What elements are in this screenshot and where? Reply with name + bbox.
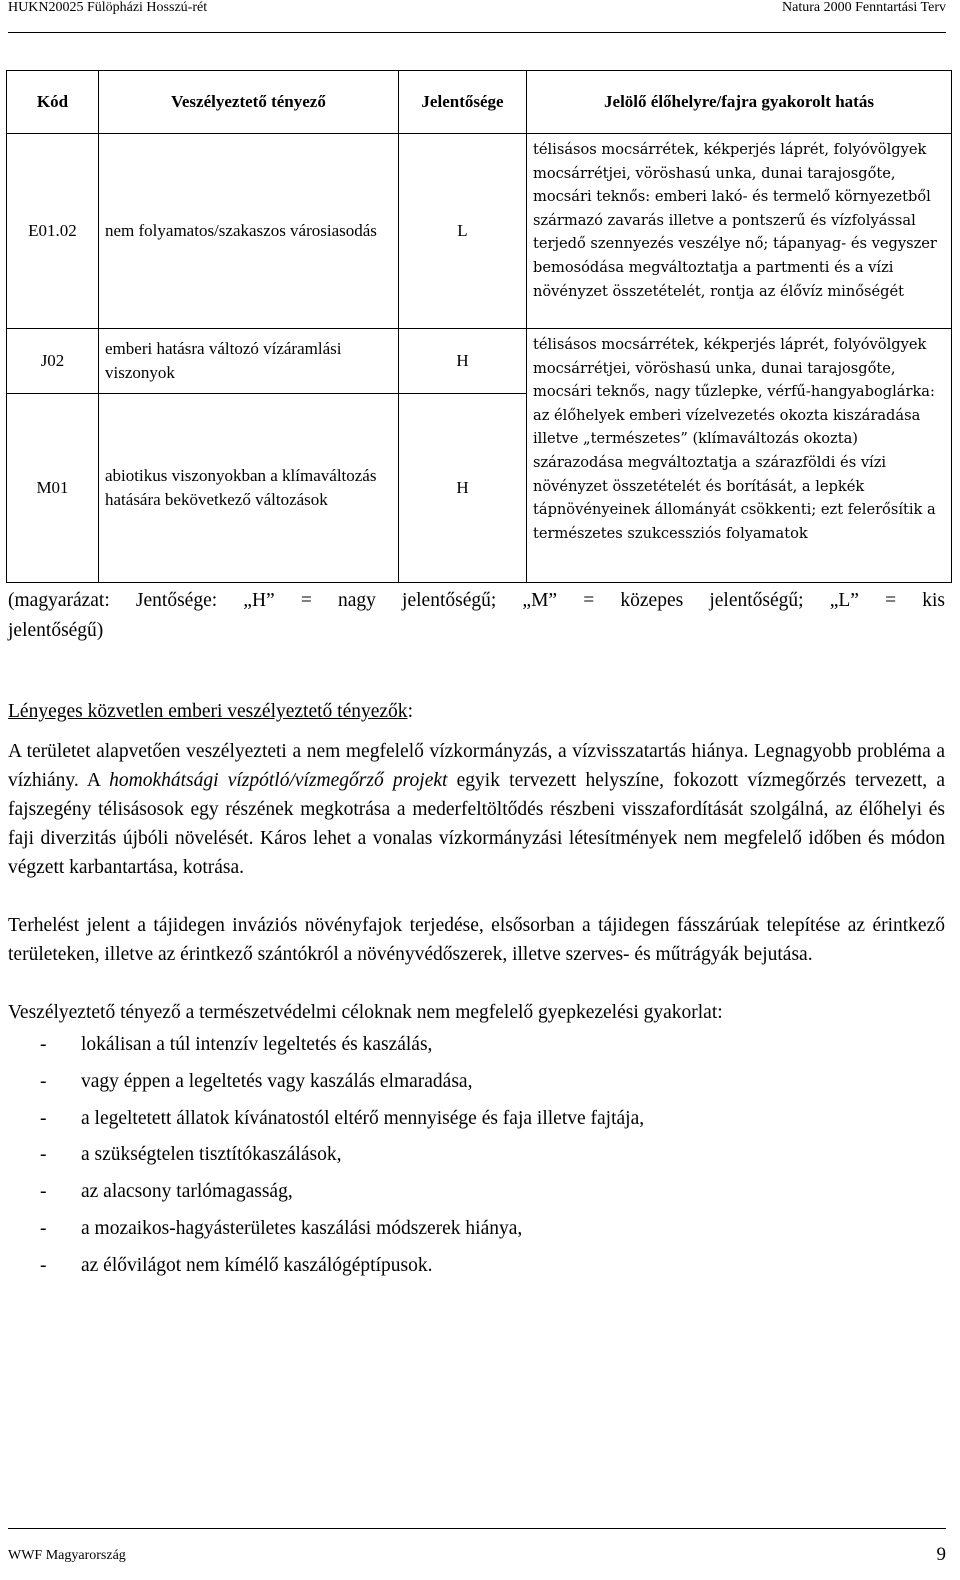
list-dash: -: [40, 1254, 47, 1276]
column-header-factor: Veszélyeztető tényező: [99, 71, 399, 134]
table-row: [7, 329, 952, 394]
list-item: [8, 1137, 945, 1174]
header-document-title: Natura 2000 Fenntartási Terv: [782, 0, 946, 15]
list-item-text: a mozaikos-hagyásterületes kaszálási módszerek hiánya,: [81, 1217, 523, 1239]
threat-significance: H: [399, 394, 527, 583]
list-dash: -: [40, 1107, 47, 1129]
list-item: [8, 1064, 945, 1101]
column-header-effect: Jelölő élőhelyre/fajra gyakorolt hatás: [527, 71, 952, 134]
list-dash: -: [40, 1181, 47, 1203]
page-footer: [8, 1544, 946, 1574]
paragraph-water-management: [8, 737, 945, 882]
threat-table: [6, 70, 952, 583]
threat-code: E01.02: [7, 134, 99, 329]
list-item: [8, 1174, 945, 1211]
threat-significance: L: [399, 134, 527, 329]
paragraph-text: egyik tervezett helyszíne, fokozott vízmegőrzés tervezett, a fajszegény télisásosok egy részének megkotrása a mederfeltöltődés részbeni visszafordítását szolgálná, az élőhelyi és faji diverzitás újbóli növelését. Káros lehet a vonalas vízkormányzási létesítmények nem megfelelő időben és módon végzett karbantartása, kotrása.: [8, 770, 946, 878]
column-header-code: Kód: [7, 71, 99, 134]
threat-code: J02: [7, 329, 99, 394]
significance-legend-continued: jelentőségű): [8, 620, 104, 641]
footer-organization: WWF Magyarország: [8, 1548, 126, 1563]
list-item-text: a legeltetett állatok kívánatostól eltérő mennyisége és faja illetve fajtája,: [81, 1107, 645, 1129]
threat-factor: abiotikus viszonyokban a klímaváltozás hatására bekövetkező változások: [99, 394, 399, 583]
threat-factor: emberi hatásra változó vízáramlási viszonyok: [99, 329, 399, 394]
threat-effect: télisásos mocsárrétek, kékperjés láprét, folyóvölgyek mocsárrétjei, vöröshasú unka, dunai tarajosgőte, mocsári teknős: emberi lakó- és termelő környezetből származó zavarás illetve a pontszerű és vízfolyással terjedő szennyezés veszélye nő; tápanyag- és vegyszer bemosódása megváltoztatja a partmenti és a vízi növényzet összetételét, rontja az élővíz minőségét: [527, 134, 952, 329]
threat-code: M01: [7, 394, 99, 583]
header-divider: [8, 32, 946, 33]
list-item: [8, 1101, 945, 1138]
section-heading: [8, 697, 945, 726]
project-name: homokhátsági vízpótló/vízmegőrző projekt: [109, 770, 448, 791]
table-row: [7, 134, 952, 329]
page-header: [8, 0, 946, 34]
threat-factor: nem folyamatos/szakaszos városiasodás: [99, 134, 399, 329]
section-heading-colon: :: [407, 701, 413, 722]
list-dash: -: [40, 1144, 47, 1166]
threat-effect: télisásos mocsárrétek, kékperjés láprét, folyóvölgyek mocsárrétjei, vöröshasú unka, dunai tarajosgőte, mocsári teknős, nagy tűzlepke, vérfű-hangyaboglárka: az élőhelyek emberi vízelvezetés okozta kiszáradása illetve „természetes” (klímaváltozás okozta) szárazodása megváltoztatja a szárazföldi és vízi növényzet összetételét és borítását, a lepkék tápnövényeinek állományát csökkenti; ezt felerősítik a természetes szukcessziós folyamatok: [527, 329, 952, 583]
threat-table-header-row: [7, 71, 952, 134]
list-dash: -: [40, 1217, 47, 1239]
list-item: [8, 1211, 945, 1248]
paragraph-invasive-species: Terhelést jelent a tájidegen inváziós növényfajok terjedése, elsősorban a tájidegen fásszárúak telepítése az érintkező területeken, illetve az érintkező szántókról a növényvédőszerek, illetve szerves- és műtrágyák bejutása.: [8, 915, 945, 965]
list-dash: -: [40, 1034, 47, 1055]
page-number: 9: [936, 1544, 946, 1565]
direct-threats-section: [8, 697, 945, 1285]
list-item-text: az alacsony tarlómagasság,: [81, 1181, 293, 1203]
column-header-significance: Jelentősége: [399, 71, 527, 134]
section-heading-text: Lényeges közvetlen emberi veszélyeztető tényezők: [8, 701, 408, 722]
footer-divider: [8, 1528, 946, 1529]
list-item: [8, 1027, 945, 1064]
list-item-text: az élővilágot nem kímélő kaszálógéptípusok.: [81, 1254, 433, 1276]
grassland-threat-list: [8, 1027, 945, 1285]
list-dash: -: [40, 1070, 47, 1092]
header-document-id: HUKN20025 Fülöpházi Hosszú-rét: [8, 0, 208, 15]
paragraph-grassland-management: Veszélyeztető tényező a természetvédelmi céloknak nem megfelelő gyepkezelési gyakorlat:: [8, 1002, 723, 1023]
paragraph-text: A területet alapvetően veszélyezteti a nem megfelelő vízkormányzás, a vízvisszatartás hiánya. Legnagyobb probléma a vízhiány. A: [8, 741, 945, 791]
significance-legend: (magyarázat: Jentősége: „H” = nagy jelentőségű; „M” = közepes jelentőségű; „L” = kis: [8, 590, 945, 611]
list-item-text: a szükségtelen tisztítókaszálások,: [81, 1144, 342, 1166]
threat-significance: H: [399, 329, 527, 394]
list-item-text: lokálisan a túl intenzív legeltetés és kaszálás,: [81, 1034, 433, 1055]
list-item: [8, 1248, 945, 1285]
list-item-text: vagy éppen a legeltetés vagy kaszálás elmaradása,: [81, 1070, 473, 1092]
